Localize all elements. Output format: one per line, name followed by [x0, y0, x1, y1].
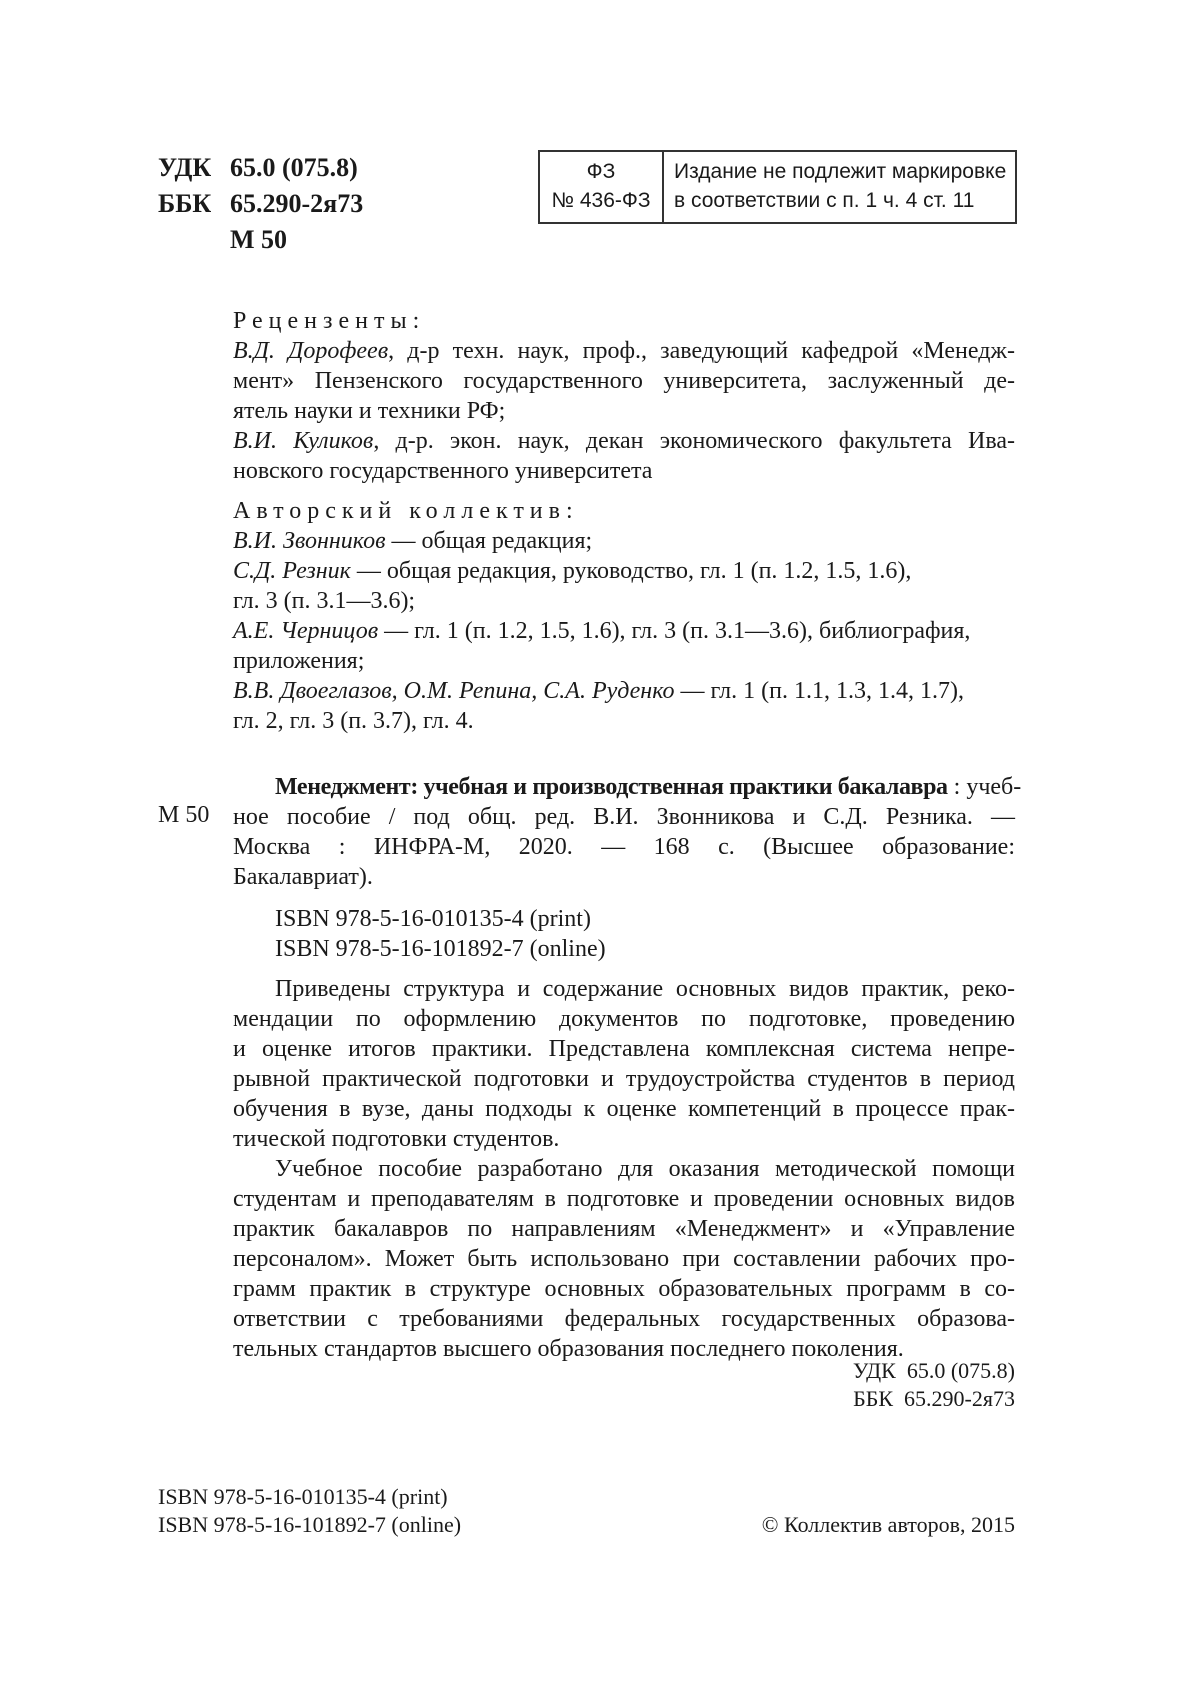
footer-isbn	[158, 1483, 461, 1539]
reviewer-1: В.Д. Дорофеев, д-р техн. наук, проф., заведующий кафедрой «Менедж-	[233, 338, 1016, 364]
reviewers-heading: Рецензенты:	[233, 308, 426, 334]
isbn-print: ISBN 978-5-16-010135-4 (print)	[275, 906, 591, 932]
classification-codes	[158, 150, 363, 258]
udk-footer: УДК 65.0 (075.8)	[852, 1358, 1015, 1383]
footer-isbn-online: ISBN 978-5-16-101892-7 (online)	[158, 1512, 462, 1537]
bbk-footer: ББК 65.290-2я73	[853, 1386, 1015, 1411]
classification-footer	[760, 1357, 1015, 1413]
abstract-line: и оценке итогов практики. Представлена комплексная система непре-	[233, 1036, 1015, 1062]
fz-law-cell: ФЗ № 436-ФЗ	[540, 152, 664, 222]
copyright-notice: © Коллектив авторов, 2015	[761, 1512, 1015, 1537]
abstract	[233, 974, 1015, 1364]
abstract-line: Учебное пособие разработано для оказания методической помощи	[275, 1156, 1015, 1182]
authors-heading: Авторский коллектив:	[233, 498, 579, 524]
margin-author-mark: М 50	[158, 802, 210, 828]
abstract-line: ответствии с требованиями федеральных государственных образова-	[233, 1306, 1015, 1332]
reviewers-section: Рецензенты: В.Д. Дорофеев, д-р техн. наук, проф., заведующий кафедрой «Менедж- мент» Пензенского государственного университета, заслуженный де- ятель науки и техники РФ; В.И. Куликов, д-р. экон. наук, декан экономического факультета Ива- новского государственного университета	[233, 308, 1016, 484]
author-1: В.И. Звонников — общая редакция;	[233, 528, 593, 554]
abstract-line: тельных стандартов высшего образования последнего поколения.	[233, 1336, 904, 1362]
abstract-line: студентам и преподавателям в подготовке и проведении основных видов	[233, 1186, 1015, 1212]
isbn-online: ISBN 978-5-16-101892-7 (online)	[275, 936, 606, 962]
abstract-paragraph-2	[233, 1154, 1015, 1364]
abstract-line: обучения в вузе, даны подходы к оценке компетенций в процессе прак-	[233, 1096, 1015, 1122]
bbk-code: ББК 65.290-2я73	[158, 189, 364, 218]
udk-code: УДК 65.0 (075.8)	[158, 153, 358, 182]
fz-note-cell: Издание не подлежит маркировке в соответствии с п. 1 ч. 4 ст. 11	[674, 160, 1007, 212]
abstract-line: практик бакалавров по направлениям «Менеджмент» и «Управление	[233, 1216, 1015, 1242]
authors-section: Авторский коллектив: В.И. Звонников — общая редакция; С.Д. Резник — общая редакция, руководство, гл. 1 (п. 1.2, 1.5, 1.6), гл. 3 (п. 3.1—3.6); А.Е. Черницов — гл. 1 (п. 1.2, 1.5, 1.6), гл. 3 (п. 3.1—3.6), библиография, приложения; В.В. Двоеглазов, О.М. Репина, С.А. Руденко — гл. 1 (п. 1.1, 1.3, 1.4, 1.7), гл. 2, гл. 3 (п. 3.7), гл. 4.	[233, 496, 1015, 736]
author-2: С.Д. Резник — общая редакция, руководство, гл. 1 (п. 1.2, 1.5, 1.6),	[233, 558, 912, 584]
abstract-line: рывной практической подготовки и трудоустройства студентов в период	[233, 1066, 1015, 1092]
abstract-line: тической подготовки студентов.	[233, 1126, 560, 1152]
footer-isbn-print: ISBN 978-5-16-010135-4 (print)	[158, 1484, 448, 1509]
abstract-line: персоналом». Может быть использовано при составлении рабочих про-	[233, 1246, 1015, 1272]
fz-notice-box	[538, 150, 1017, 224]
author-mark: М 50	[230, 225, 288, 254]
abstract-line: Приведены структура и содержание основных видов практик, реко-	[275, 976, 1015, 1002]
author-4: В.В. Двоеглазов, О.М. Репина, С.А. Руденко — гл. 1 (п. 1.1, 1.3, 1.4, 1.7),	[233, 678, 964, 704]
reviewer-2: В.И. Куликов, д-р. экон. наук, декан экономического факультета Ива-	[233, 428, 1015, 454]
abstract-line: мендации по оформлению документов по подготовке, проведению	[233, 1006, 1015, 1032]
bib-title-line: Менеджмент: учебная и производственная практики бакалавра : учеб-	[275, 774, 1022, 800]
abstract-line: грамм практик в структуре основных образовательных программ в со-	[233, 1276, 1015, 1302]
author-3: А.Е. Черницов — гл. 1 (п. 1.2, 1.5, 1.6), гл. 3 (п. 3.1—3.6), библиография,	[233, 618, 971, 644]
bibliographic-record: Менеджмент: учебная и производственная практики бакалавра : учеб- ное пособие / под общ. ред. В.И. Звонникова и С.Д. Резника. — Москва : ИНФРА-М, 2020. — 168 с. (Высшее образование: Бакалавриат). ISBN 978-5-16-010135-4 (print) ISBN 978-5-16-101892-7 (online)	[233, 774, 1022, 962]
abstract-paragraph-1	[233, 974, 1015, 1154]
